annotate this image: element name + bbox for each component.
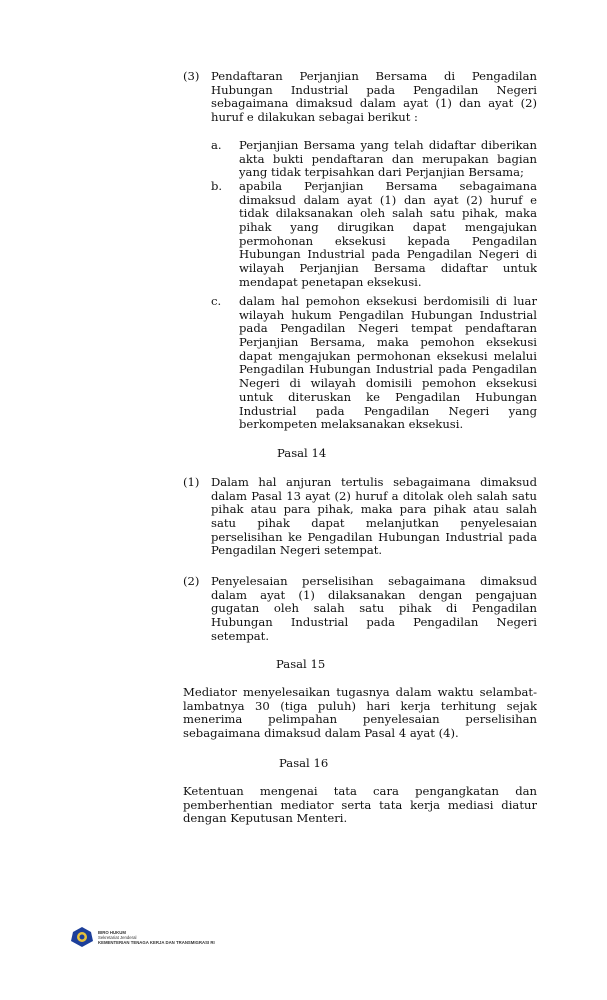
text-line: lambatnya 30 (tiga puluh) hari kerja terhitung sejak [183,699,537,713]
footer-line-2: Sekretariat Jenderal [98,934,137,940]
text-line: berkompeten melaksanakan eksekusi. [239,417,464,432]
text-line: dimaksud dalam ayat (1) dan ayat (2) huruf e [239,193,537,207]
text-line: permohonan eksekusi kepada Pengadilan [239,234,537,248]
text-line: untuk diteruskan ke Pengadilan Hubungan [239,390,537,404]
text-line: Pengadilan Hubungan Industrial pada Pengadilan [239,363,537,377]
text-line: dalam hal pemohon eksekusi berdomisili di luar [239,295,537,308]
text-line: Perjanjian Bersama yang telah didaftar diberikan [239,139,537,152]
pasal-15-text [183,686,537,741]
footer-line-1: BIRO HUKUM [98,929,126,935]
item-b-text [239,180,537,290]
text-line: dapat mengajukan permohonan eksekusi melalui [239,349,537,363]
text-line: Hubungan Industrial pada Pengadilan Negeri di [239,248,537,262]
text-line: Hubungan Industrial pada Pengadilan Negeri [211,616,537,630]
item-letter: b. [211,179,223,193]
text-line: pemberhentian mediator serta tata kerja mediasi diatur [183,798,537,812]
pasal-16-heading: Pasal 16 [279,756,329,770]
item-letter: a. [211,138,222,152]
text-line: Negeri di wilayah domisili pemohon eksekusi [239,377,537,391]
text-line: mendapat penetapan eksekusi. [239,274,422,289]
text-line: huruf e dilakukan sebagai berikut : [211,110,418,125]
pasal-14-ayat-2-text [211,575,537,643]
text-line: Ketentuan mengenai tata cara pengangkatan dan [183,785,537,798]
text-line: akta bukti pendaftaran dan merupakan bagian [239,152,537,166]
text-line: satu pihak dapat melanjutkan penyelesaian [211,517,537,531]
ayat-number: (2) [183,574,200,588]
text-line: yang tidak terpisahkan dari Perjanjian Bersama; [239,165,524,180]
text-line: wilayah hukum Pengadilan Hubungan Industrial [239,308,537,322]
text-line: Dalam hal anjuran tertulis sebagaimana dimaksud [211,476,537,489]
ministry-emblem-icon [70,926,94,948]
text-line: gugatan oleh salah satu pihak di Pengadilan [211,602,537,616]
text-line: pada Pengadilan Negeri tempat pendaftaran [239,322,537,336]
text-line: sebagaimana dimaksud dalam Pasal 4 ayat (4). [183,726,459,741]
text-line: Hubungan Industrial pada Pengadilan Negeri [211,83,537,97]
text-line: dalam ayat (1) dilaksanakan dengan pengajuan [211,588,537,602]
pasal-15-heading: Pasal 15 [276,657,326,671]
text-line: Perjanjian Bersama, maka pemohon eksekusi [239,336,537,350]
text-line: Pengadilan Negeri setempat. [211,543,383,558]
text-line: setempat. [211,628,270,643]
text-line: Industrial pada Pengadilan Negeri yang [239,404,537,418]
item-letter: c. [211,294,222,308]
text-line: wilayah Perjanjian Bersama didaftar untuk [239,262,537,276]
text-line: dengan Keputusan Menteri. [183,811,348,826]
pasal-14-ayat-1-text [211,476,537,558]
footer-logo [70,926,215,948]
item-a-text [239,139,537,180]
text-line: menerima pelimpahan penyelesaian perselisihan [183,713,537,727]
text-line: Mediator menyelesaikan tugasnya dalam waktu selambat- [183,686,537,699]
footer-line-3: KEMENTERIAN TENAGA KERJA DAN TRANSMIGRASI RI [98,939,215,945]
ayat-3-text [211,70,537,125]
text-line: tidak dilaksanakan oleh salah satu pihak, maka [239,207,537,221]
text-line: sebagaimana dimaksud dalam ayat (1) dan ayat (2) [211,97,537,111]
text-line: pihak atau para pihak, maka para pihak atau salah [211,503,537,517]
pasal-16-text [183,785,537,826]
text-line: pihak yang dirugikan dapat mengajukan [239,221,537,235]
text-line: apabila Perjanjian Bersama sebagaimana [239,180,537,193]
pasal-14-heading: Pasal 14 [277,446,327,460]
text-line: Penyelesaian perselisihan sebagaimana dimaksud [211,575,537,588]
text-line: dalam Pasal 13 ayat (2) huruf a ditolak oleh salah satu [211,489,537,503]
text-line: Pendaftaran Perjanjian Bersama di Pengadilan [211,70,537,83]
ayat-number: (1) [183,475,200,489]
text-line: perselisihan ke Pengadilan Hubungan Industrial pada [211,530,537,544]
item-c-text [239,295,537,432]
ayat-number: (3) [183,69,200,83]
